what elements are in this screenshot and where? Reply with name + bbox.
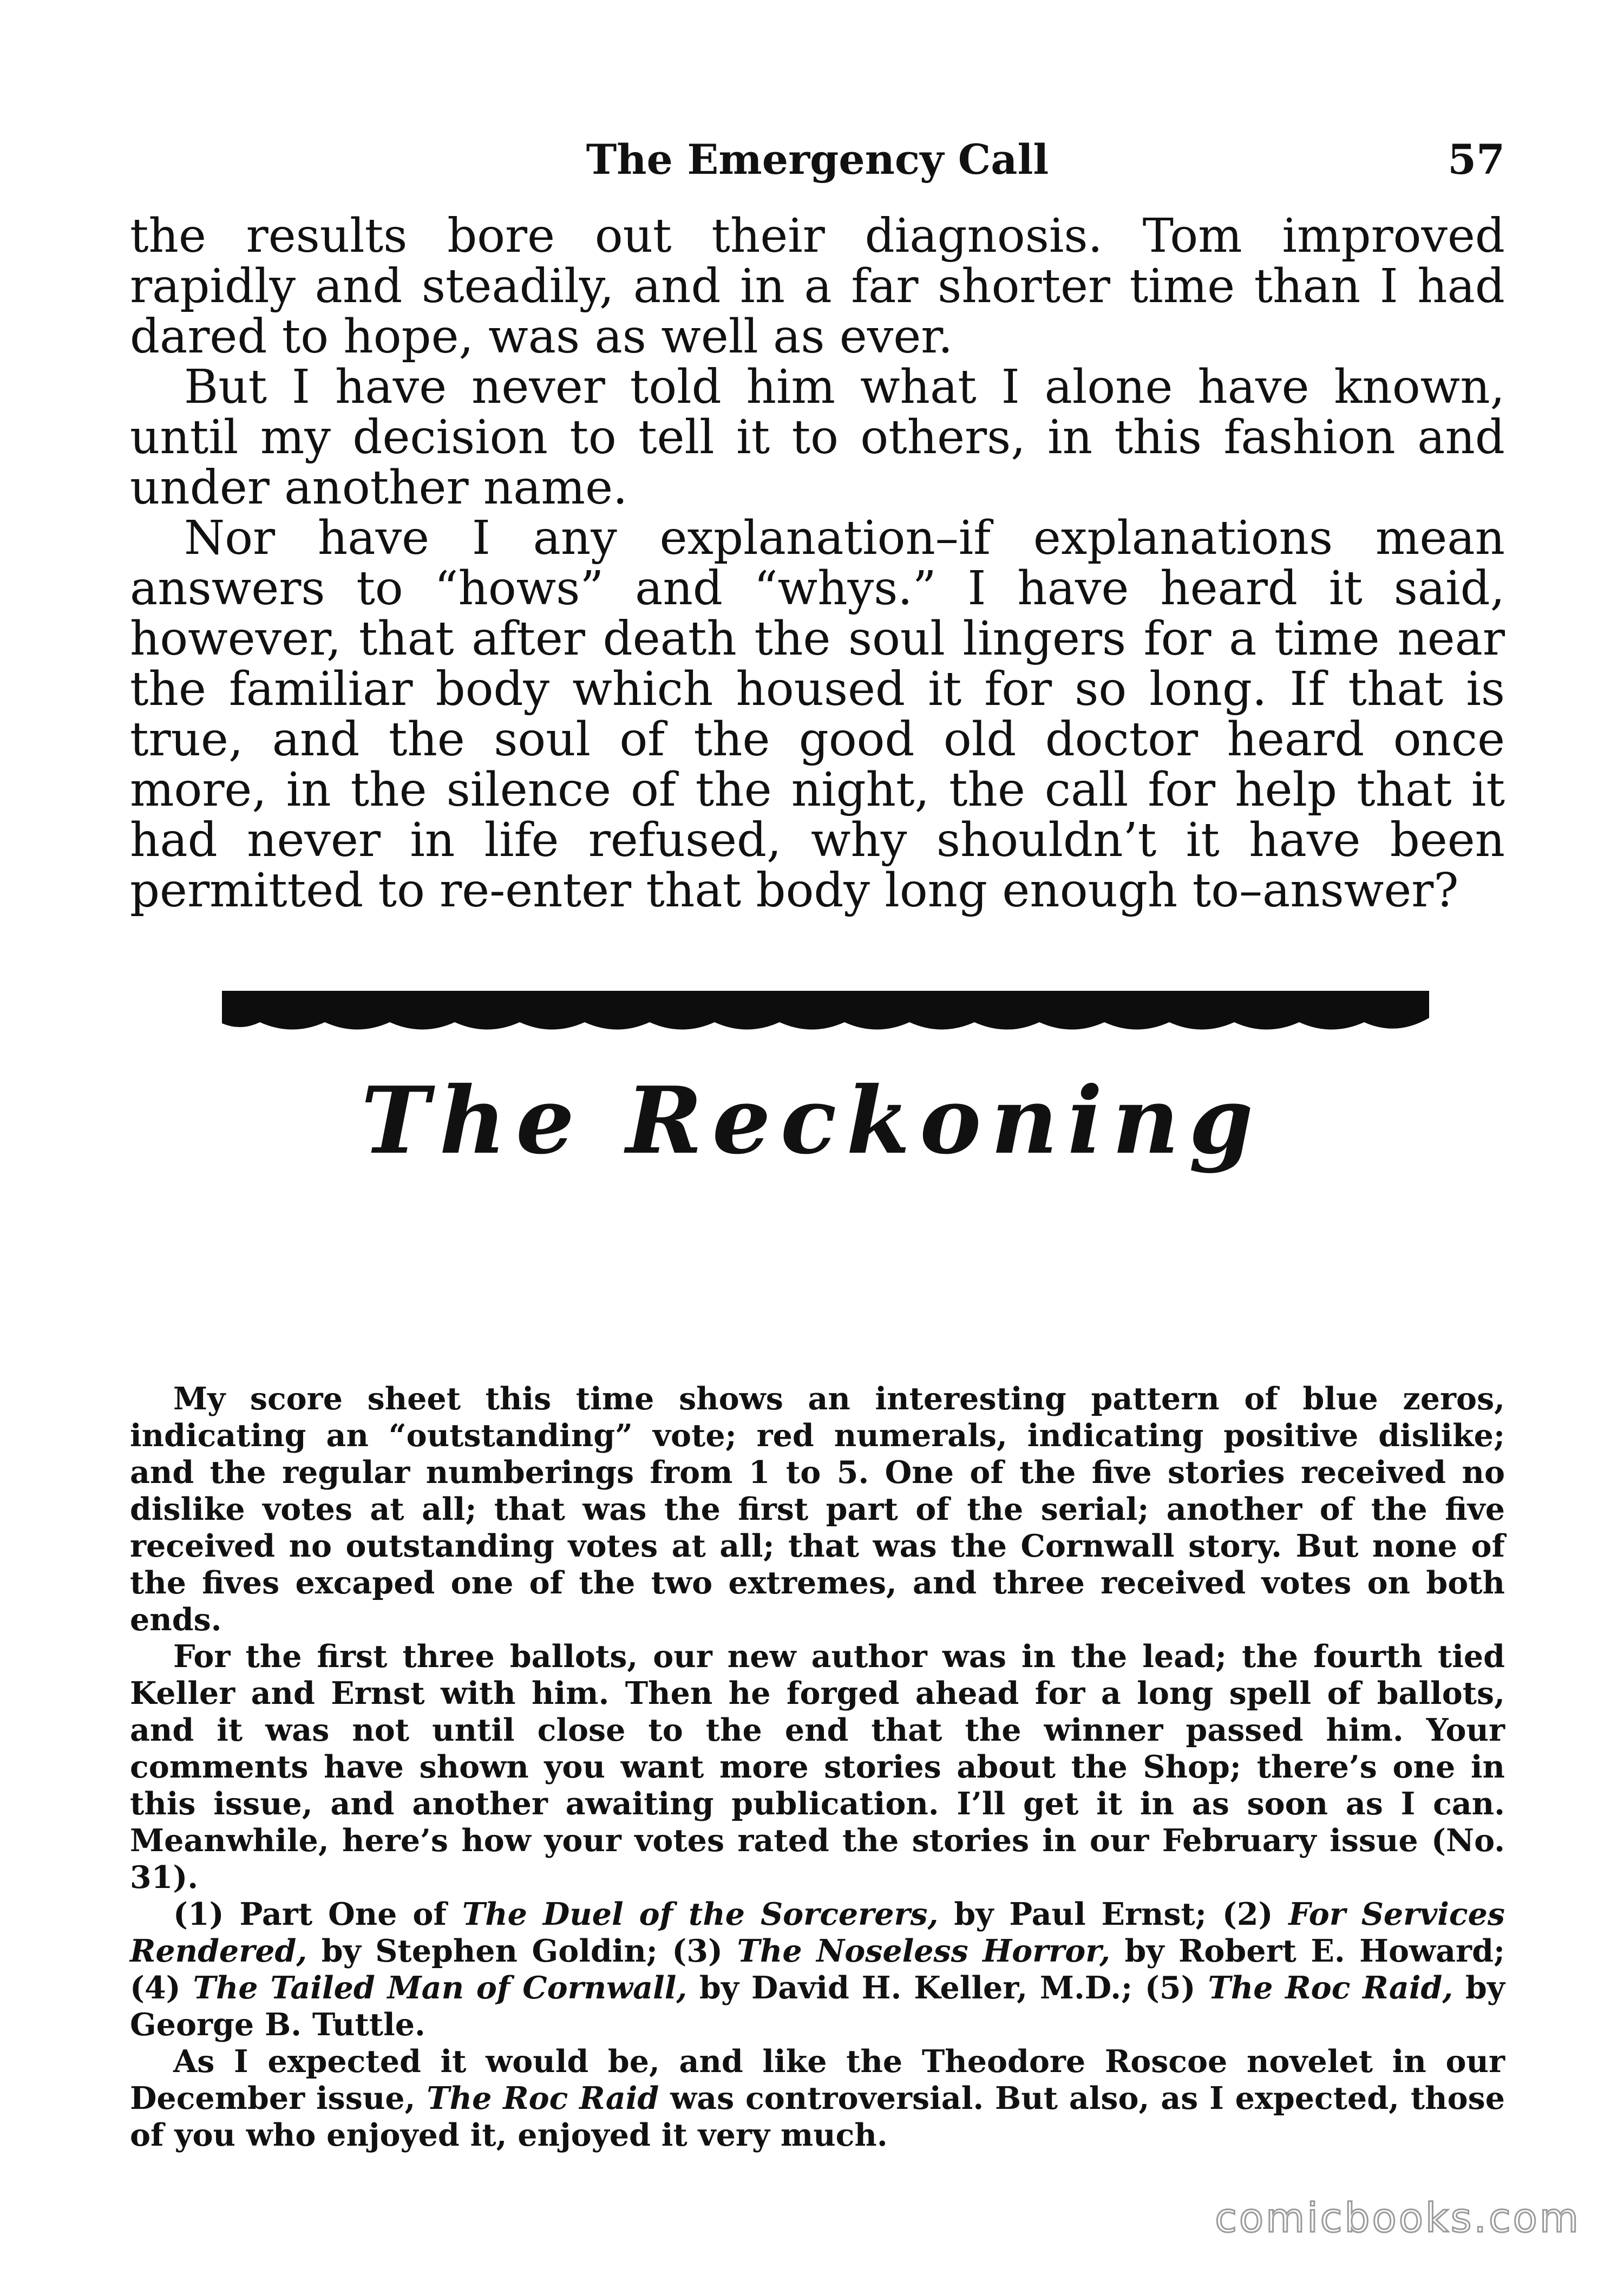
- running-header: [130, 135, 1505, 195]
- column-paragraph: My score sheet this time shows an interesting pattern of blue zeros, indicating an “outstanding” vote; red numerals, indicating positive dislike; and the regular numberings from 1 to 5. One of the five stories received no dislike votes at all; that was the first part of the serial; another of the five received no outstanding votes at all; that was the Cornwall story. But none of the fives excaped one of the two extremes, and three received votes on both ends.: [130, 1381, 1505, 1638]
- story-title: The Noseless Horror,: [737, 1933, 1110, 1969]
- divider-wave-band: [222, 991, 1429, 1030]
- page-number: 57: [1448, 135, 1505, 184]
- story-title: The Duel of the Sorcerers,: [462, 1896, 939, 1932]
- editorial-column: [130, 1381, 1505, 2154]
- section-title: The Reckoning: [361, 1067, 1263, 1175]
- story-paragraph: the results bore out their diagnosis. Tom improved rapidly and steadily, and in a far shorter time than I had dared to hope, was as well as ever.: [130, 209, 1505, 364]
- column-paragraph: For the first three ballots, our new author was in the lead; the fourth tied Keller and Ernst with him. Then he forged ahead for a long spell of ballots, and it was not until close to the end that the winner passed him. Your comments have shown you want more stories about the Shop; there’s one in this issue, and another awaiting publication. I’ll get it in as soon as I can. Meanwhile, here’s how your votes rated the stories in our February issue (No. 31).: [130, 1638, 1505, 1896]
- ornamental-divider: [222, 980, 1429, 1050]
- running-title: The Emergency Call: [586, 135, 1049, 184]
- rankings-paragraph: (1) Part One of The Duel of the Sorcerers, by Paul Ernst; (2) For Services Rendered, by Stephen Goldin; (3) The Noseless Horror, by Robert E. Howard; (4) The Tailed Man of Cornwall, by David H. Keller, M.D.; (5) The Roc Raid, by George B. Tuttle.: [130, 1896, 1505, 2043]
- story-text: [130, 211, 1505, 916]
- story-paragraph: Nor have I any explanation–if explanations mean answers to “hows” and “whys.” I have heard it said, however, that after death the soul lingers for a time near the familiar body which housed it for so long. If that is true, and the soul of the good old doctor heard once more, in the silence of the night, the call for help that it had never in life refused, why shouldn’t it have been permitted to re-enter that body long enough to–answer?: [130, 511, 1505, 918]
- story-title: The Roc Raid: [427, 2080, 659, 2116]
- story-title: For Services Rendered,: [130, 1896, 1505, 1969]
- story-paragraph: But I have never told him what I alone have known, until my decision to tell it to others, in this fashion and under another name.: [130, 360, 1505, 515]
- story-title: The Tailed Man of Cornwall,: [193, 1970, 687, 2006]
- column-paragraph: As I expected it would be, and like the Theodore Roscoe novelet in our December issue, The Roc Raid was controversial. But also, as I expected, those of you who enjoyed it, enjoyed it very much.: [130, 2043, 1505, 2153]
- watermark: comicbooks.com: [1215, 2195, 1581, 2242]
- story-title: The Roc Raid,: [1208, 1970, 1453, 2006]
